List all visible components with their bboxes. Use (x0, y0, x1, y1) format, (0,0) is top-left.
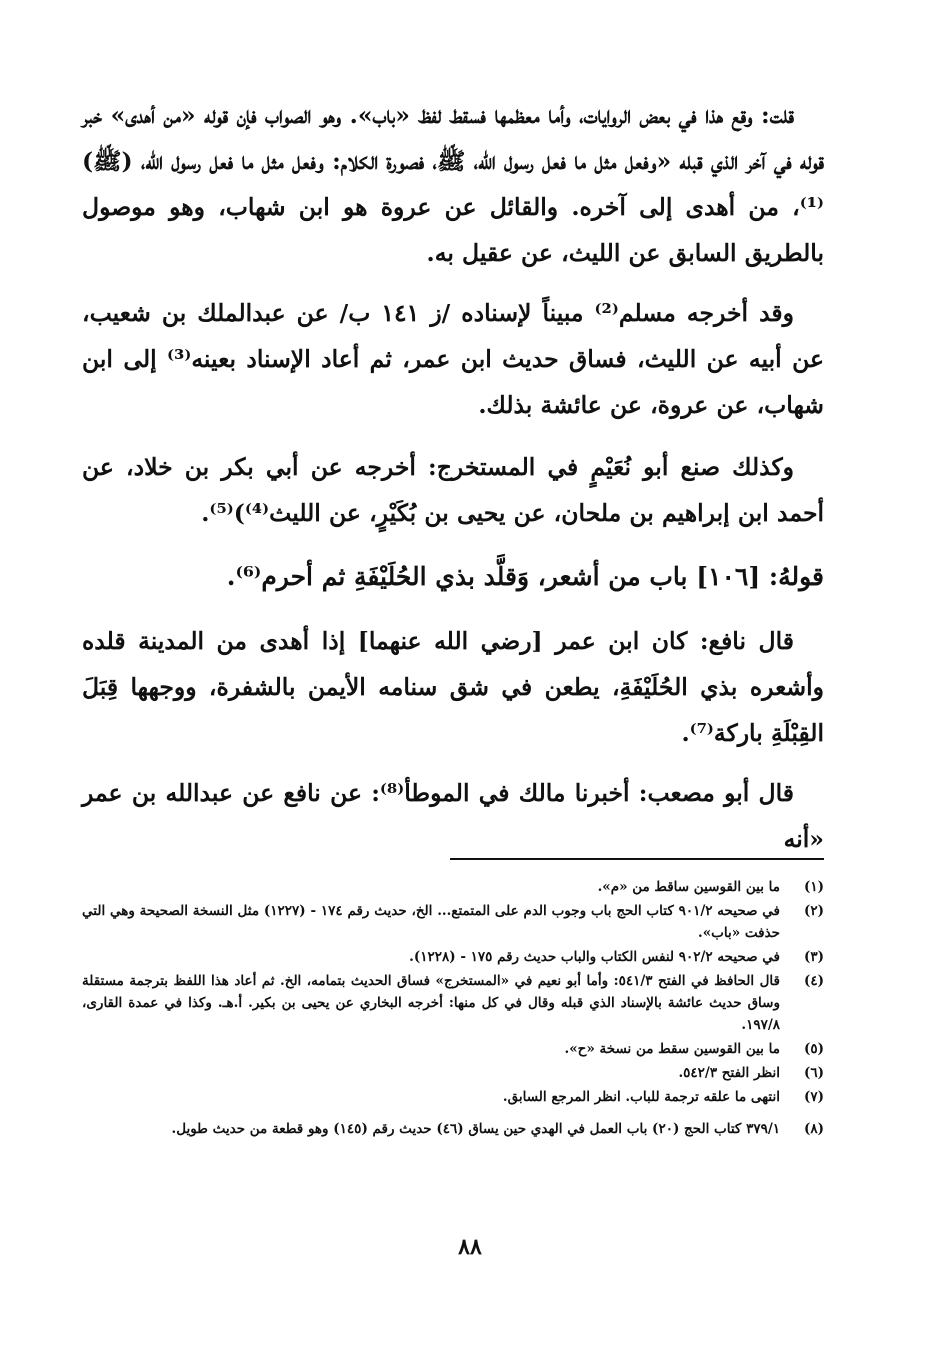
footnote-number: (٦) (803, 1065, 824, 1081)
page-number: ٨٨ (458, 1234, 482, 1260)
footnote-text: في صحيحه ٩٠١/٢ كتاب الحج باب وجوب الدم على المتمتع... الخ، حديث رقم ١٧٤ - (١٢٢٧) مثل النسخة الصحيحة وهي التي حذفت «باب». (82, 903, 781, 941)
footnote-text: ٣٧٩/١ كتاب الحج (٢٠) باب العمل في الهدي حين يساق (٤٦) حديث رقم (١٤٥) وهو قطعة من حديث طويل. (171, 1121, 780, 1137)
footnote-text: انتهى ما علقه ترجمة للباب. انظر المرجع السابق. (502, 1089, 780, 1105)
footnote-text: انظر الفتح ٥٤٢/٣. (678, 1065, 780, 1081)
chapter-heading: قولهُ: [١٠٦] باب من أشعر، وَقلَّد بذي الحُلَيْفَةِ ثم أحرم⁽⁶⁾. (226, 562, 824, 591)
paragraph-5-text: قال نافع: كان ابن عمر [رضي الله عنهما] إذا أهدى من المدينة قلده وأشعره بذي الحُلَيْفَةِ، يطعن في شق سنامه الأيمن بالشفرة، ووجهها قِبَلَ القِبْلَةِ باركة⁽⁷⁾. (82, 627, 824, 747)
footnote-text: ما بين القوسين سقط من نسخة «ح». (564, 1041, 780, 1057)
paragraph-1 (82, 92, 824, 276)
footnote-1 (82, 876, 824, 898)
footnote-number: (٣) (803, 949, 824, 965)
paragraph-5 (82, 618, 824, 756)
footnote-text: قال الحافظ في الفتح ٥٤١/٣: وأما أبو نعيم في «المستخرج» فساق الحديث بتمامه، الخ. ثم أعاد هذا اللفظ بترجمة مستقلة وساق حديث عائشة بالإسناد الذي قبله وقال في كل منها: أخرجه البخاري عن يحيى بن بكير. أ.هـ. وكذا في عمدة القارى، ١٩٧/٨. (82, 973, 780, 1033)
footnote-number: (٢) (803, 903, 824, 919)
paragraph-6-text: قال أبو مصعب: أخبرنا مالك في الموطأ⁽⁸⁾: عن نافع عن عبدالله بن عمر «أنه (82, 779, 824, 853)
footnote-7 (82, 1086, 824, 1108)
footnote-number: (٥) (803, 1041, 824, 1057)
paragraph-1-text: قلت: وقع هذا في بعض الروايات، وأما معظمها فسقط لفظ «باب». وهو الصواب فإن قوله «من أهدى» خبر قوله في آخر الذي قبله «وفعل مثل ما فعل رسول الله، ﷺ، فصورة الكلام: وفعل مثل ما فعل رسول الله، (ﷺ)⁽¹⁾، من أهدى إلى آخره. والقائل عن عروة هو ابن شهاب، وهو موصول بالطريق السابق عن الليث، عن عقيل به. (82, 101, 824, 267)
footnote-2 (82, 900, 824, 944)
paragraph-2-text: وقد أخرجه مسلم⁽²⁾ مبيناً لإسناده /ز ١٤١ ب/ عن عبدالملك بن شعيب، عن أبيه عن الليث، فساق حديث ابن عمر، ثم أعاد الإسناد بعينه⁽³⁾ إلى ابن شهاب، عن عروة، عن عائشة بذلك. (82, 299, 824, 419)
footnote-text: ما بين القوسين ساقط من «م». (597, 879, 780, 895)
footnote-6 (82, 1062, 824, 1084)
footnote-4 (82, 970, 824, 1036)
footnote-number: (١) (803, 879, 824, 895)
footnote-3 (82, 946, 824, 968)
footnote-separator (450, 858, 824, 860)
footnotes (82, 876, 824, 1142)
footnote-8 (82, 1118, 824, 1140)
footnote-text: في صحيحه ٩٠٢/٢ لنفس الكتاب والباب حديث رقم ١٧٥ - (١٢٢٨). (409, 949, 780, 965)
paragraph-3 (82, 444, 824, 536)
footnote-number: (٧) (803, 1089, 824, 1105)
paragraph-6 (82, 770, 824, 862)
footnote-5 (82, 1038, 824, 1060)
footnote-number: (٨) (803, 1121, 824, 1137)
paragraph-3-text: وكذلك صنع أبو نُعَيْمٍ في المستخرج: أخرجه عن أبي بكر بن خلاد، عن أحمد ابن إبراهيم بن ملحان، عن يحيى بن بُكَيْرٍ، عن الليث⁽⁴⁾)⁽⁵⁾. (82, 453, 824, 527)
paragraph-2 (82, 290, 824, 428)
main-text (82, 92, 824, 862)
footnote-number: (٤) (803, 973, 824, 989)
